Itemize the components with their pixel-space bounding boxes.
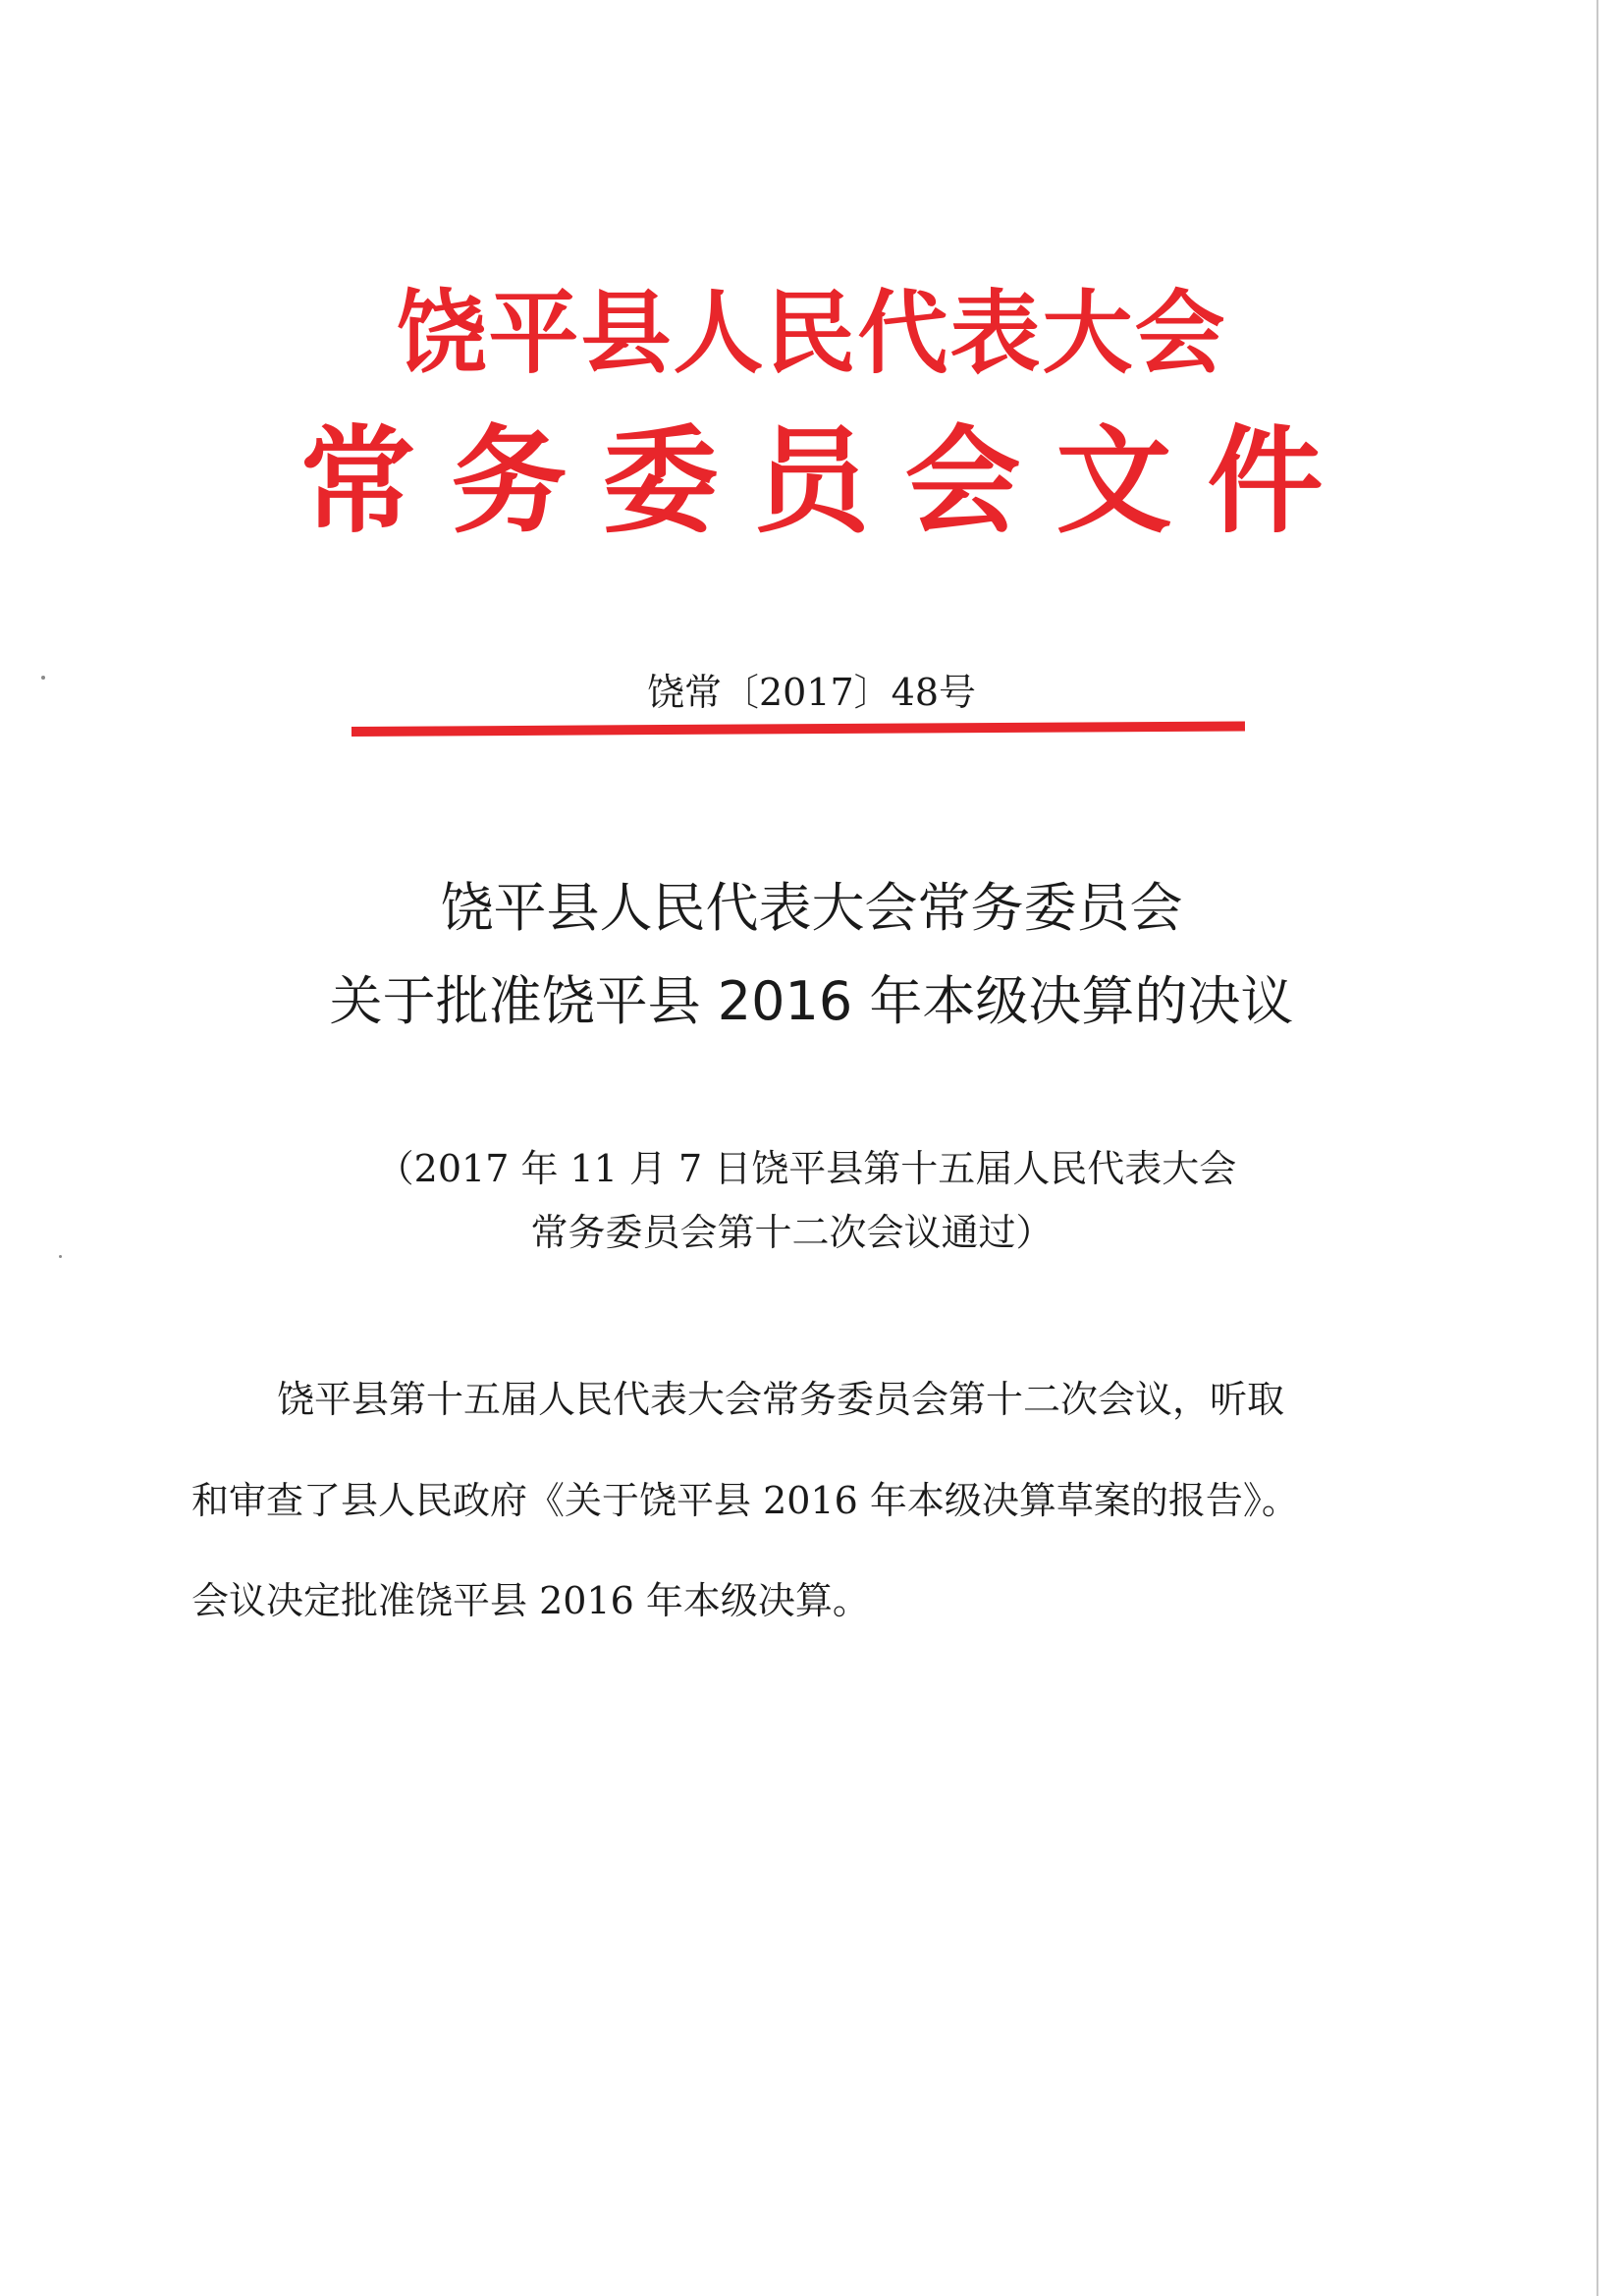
- document-title-line1: 饶平县人民代表大会常务委员会: [440, 877, 1183, 939]
- issuer-header-line2: 常务委员会文件: [299, 413, 1359, 549]
- document-number: 饶常〔2017〕48号: [646, 671, 977, 714]
- scan-speck: [41, 676, 45, 680]
- adoption-note-line2: 常务委员会第十二次会议通过）: [530, 1211, 1054, 1254]
- red-divider-rule: [352, 721, 1245, 737]
- body-text-line2: 和审查了县人民政府《关于饶平县 2016 年本级决算草案的报告》。: [191, 1479, 1299, 1522]
- document-title-line2: 关于批准饶平县 2016 年本级决算的决议: [329, 970, 1294, 1032]
- issuer-header-line1: 饶平县人民代表大会: [396, 281, 1227, 386]
- scan-speck: [59, 1255, 62, 1258]
- body-text-line3: 会议决定批准饶平县 2016 年本级决算。: [191, 1579, 870, 1622]
- adoption-note-line1: （2017 年 11 月 7 日饶平县第十五届人民代表大会: [376, 1147, 1237, 1190]
- body-text-line1: 饶平县第十五届人民代表大会常务委员会第十二次会议，听取: [277, 1378, 1285, 1421]
